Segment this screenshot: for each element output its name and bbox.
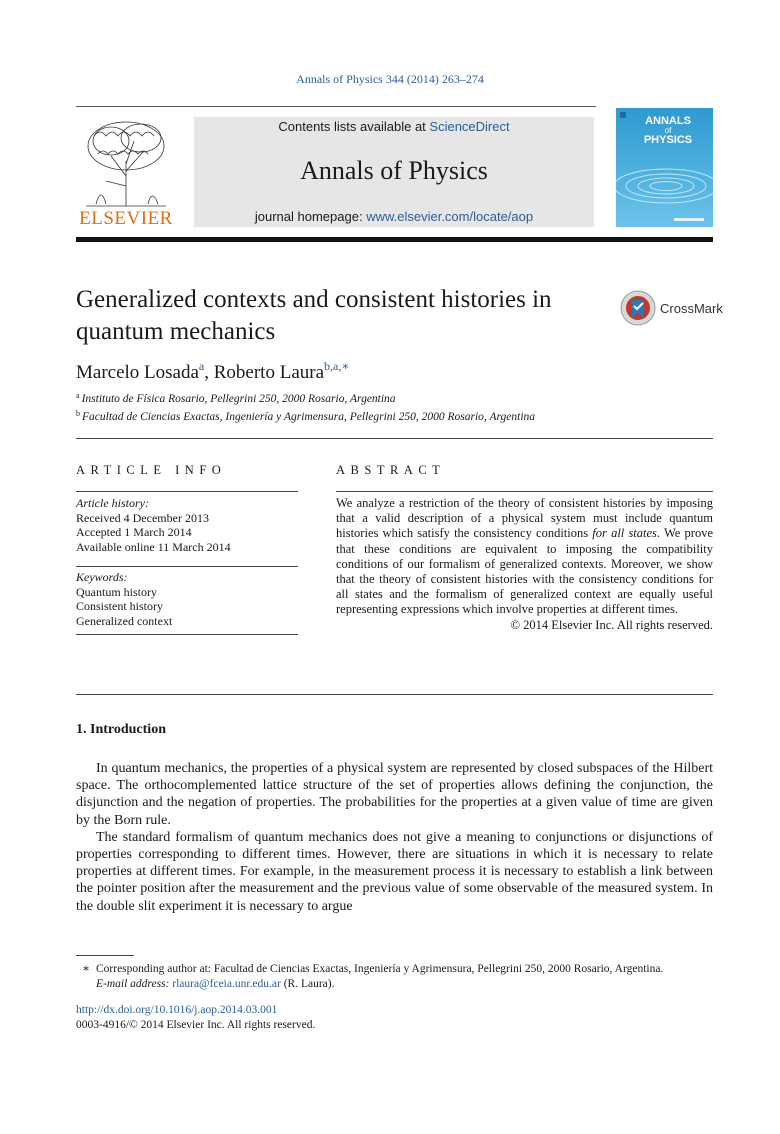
divider: [76, 694, 713, 695]
email-label: E-mail address:: [96, 978, 170, 990]
history-item: Available online 11 March 2014: [76, 539, 231, 554]
affiliation-text: Instituto de Física Rosario, Pellegrini 250, 2000 Rosario, Argentina: [81, 393, 396, 405]
email-link[interactable]: rlaura@fceia.unr.edu.ar: [172, 978, 281, 990]
author-name: Roberto Laura: [213, 362, 325, 383]
footnote-rule: [76, 955, 134, 956]
introduction-body: [76, 760, 713, 915]
affiliation: [76, 409, 535, 423]
info-rule: [76, 491, 298, 492]
contents-prefix: Contents lists available at: [278, 119, 430, 134]
abstract-text: [336, 496, 713, 618]
keywords: [76, 570, 172, 628]
email-suffix: (R. Laura).: [280, 978, 335, 990]
article-history: [76, 496, 231, 554]
crossmark-icon: [620, 290, 656, 326]
affiliation: [76, 391, 396, 405]
info-rule: [76, 634, 298, 635]
keyword-item: Consistent history: [76, 599, 164, 613]
footnote-mark: ∗: [82, 963, 90, 975]
affiliation-text: Facultad de Ciencias Exactas, Ingeniería y Agrimensura, Pellegrini 250, 2000 Rosario, Argentina: [82, 411, 536, 423]
abstract-rule: [336, 491, 713, 492]
abstract-text-part: . We prove that these conditions are equivalent to imposing the compatibility conditions of our formalism of generalized contexts. Moreover, we show that the theory of consistent histories with the consistency conditions for all states and the formalism of generalized context are equally useful representing expressions which involve properties at different times.: [336, 526, 713, 617]
footnote: [76, 962, 716, 992]
keyword-item: Generalized context: [76, 613, 173, 628]
header-rule: [76, 106, 596, 107]
journal-banner: [194, 117, 594, 227]
elsevier-tree-icon: [76, 116, 176, 208]
journal-homepage: [194, 209, 594, 224]
footnote-text: Corresponding author at: Facultad de Ciencias Exactas, Ingeniería y Agrimensura, Pellegrini 250, 2000 Rosario, Argentina.: [96, 963, 664, 975]
cover-title: [628, 116, 708, 146]
article-info-heading: ARTICLE INFO: [76, 463, 227, 477]
abstract-body: [336, 496, 713, 633]
cover-title-of: of: [664, 126, 672, 135]
author-name: Marcelo Losada: [76, 362, 199, 383]
elsevier-logo[interactable]: [76, 116, 186, 228]
paragraph: In quantum mechanics, the properties of a physical system are represented by closed subspaces of the Hilbert space. The orthocomplemented lattice structure of the set of properties allows defining the conjunction, the disjunction and the negation of properties. The probabilities for the properties at a given value of time are given by the Born rule.: [76, 761, 713, 828]
abstract-text-part: We analyze a restriction of the theory of consistent histories by imposing that a valid description of a physical system must include quantum histories which satisfy the consistency conditions: [336, 496, 713, 541]
journal-citation[interactable]: Annals of Physics 344 (2014) 263–274: [296, 72, 484, 86]
author-affiliation-mark[interactable]: a: [198, 359, 205, 373]
divider: [76, 438, 713, 439]
header-thick-rule: [76, 237, 713, 242]
affiliation-mark: a: [76, 391, 80, 400]
article-title: Generalized contexts and consistent histories in quantum mechanics: [76, 286, 552, 345]
section-heading: 1. Introduction: [76, 722, 166, 737]
author-affiliation-mark[interactable]: b,a,∗: [324, 359, 350, 373]
footnote-corresponding: [76, 962, 716, 977]
history-label: Article history:: [76, 496, 149, 510]
crossmark-label: CrossMark: [660, 301, 723, 316]
info-rule: [76, 566, 298, 567]
abstract-emphasis: for all states: [592, 526, 657, 541]
history-item: Accepted 1 March 2014: [76, 525, 192, 539]
doi-link[interactable]: http://dx.doi.org/10.1016/j.aop.2014.03.001: [76, 1004, 278, 1016]
elsevier-wordmark: ELSEVIER: [79, 208, 173, 229]
homepage-prefix: journal homepage:: [254, 209, 367, 224]
issn-line: 0003-4916/© 2014 Elsevier Inc. All rights reserved.: [76, 1019, 316, 1031]
contents-availability: [194, 119, 594, 134]
paragraph: The standard formalism of quantum mechanics does not give a meaning to conjunctions or disjunctions of properties corresponding to different times. However, there are situations in which it is necessary to relate properties at different times. For example, in the measurement process it is necessary to establish a link between the pointer position after the measurement and the previous value of some observable of the measured system. In the double slit experiment it is necessary to argue: [76, 829, 713, 914]
doi-block: [76, 1003, 315, 1033]
keyword-item: Quantum history: [76, 584, 157, 599]
author-list: Marcelo Losada$^a$, Roberto Laura$^{b,a,∗}$: [76, 359, 350, 383]
keywords-label: Keywords:: [76, 570, 128, 584]
history-item: Received 4 December 2013: [76, 510, 209, 525]
cover-title-physics: PHYSICS: [643, 134, 693, 146]
cover-title-annals: ANNALS: [645, 115, 691, 127]
homepage-link[interactable]: www.elsevier.com/locate/aop: [366, 209, 534, 224]
affiliation-mark: b: [76, 409, 80, 418]
journal-cover[interactable]: [616, 108, 713, 227]
abstract-copyright: © 2014 Elsevier Inc. All rights reserved.: [510, 617, 713, 632]
sciencedirect-link[interactable]: ScienceDirect: [429, 119, 510, 134]
abstract-heading: ABSTRACT: [336, 463, 446, 477]
journal-name: Annals of Physics: [300, 156, 488, 185]
crossmark-badge[interactable]: [620, 290, 723, 330]
footnote-email: [76, 977, 716, 992]
